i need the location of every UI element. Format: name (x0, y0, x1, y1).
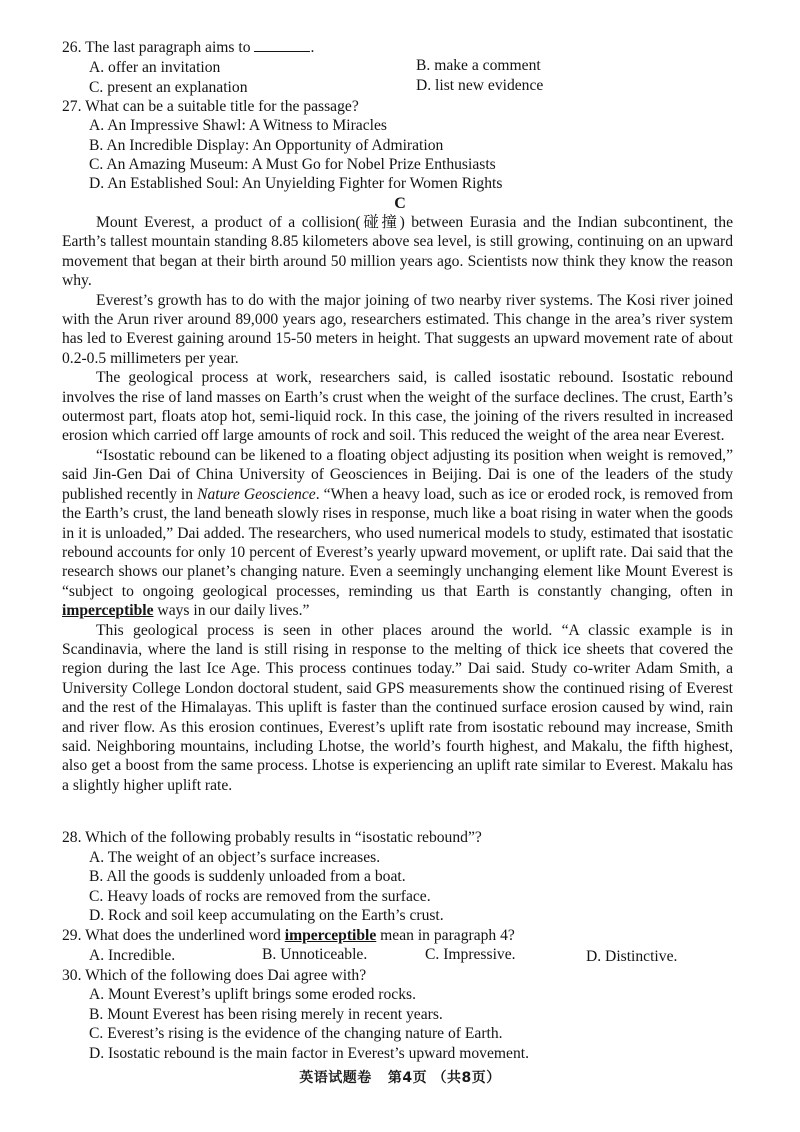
q27-option-a: A. An Impressive Shawl: A Witness to Miracles (89, 117, 387, 134)
passage-paragraph-3: The geological process at work, researchers said, is called isostatic rebound. Isostatic rebound involves the rise of land masses on Earth’s crust when the weight of the surface declines. The crust, Earth’s outermost part, floats atop hot, semi-liquid rock. In this case, the joining of the rivers resulted in increased erosion which carried off large amounts of rock and soil. This reduced the weight of the area near Everest. (62, 369, 733, 445)
q30-option-b: B. Mount Everest has been rising merely in recent years. (89, 1006, 443, 1023)
passage-paragraph-2: Everest’s growth has to do with the major joining of two nearby river systems. The Kosi river joined with the Arun river around 89,000 years ago, researchers estimated. This change in the area’s river system has led to Everest gaining around 15-50 meters in height. That suggests an upward movement rate of about 0.2-0.5 millimeters per year. (62, 291, 733, 367)
q29-option-b: B. Unnoticeable. (262, 946, 368, 963)
question-30-stem: 30. Which of the following does Dai agree with? (62, 967, 367, 984)
q29-underlined-word: imperceptible (284, 927, 377, 944)
paragraph-4-part-b: . “When a heavy load, such as ice or eroded rock, is removed from the Earth’s crust, the land beneath slowly rises in response, much like a boat rising in water when the goods in it is unloaded,” Dai added. The researchers, who used numerical models to study, estimated that isostatic rebound accounts for only 10 percent of Everest’s yearly upward movement, or uplift rate. Dai said that the research shows our planet’s changing nature. Even a seemingly unchanging element like Mount Everest is “subject to ongoing geological processes, reminding us that Earth is constantly changing, often in (62, 485, 733, 600)
question-29-stem (62, 926, 752, 945)
passage-paragraph-5: This geological process is seen in other places around the world. “A classic example is in Scandinavia, where the land is still rising in response to the melting of thick ice sheets that covered the region during the last Ice Age. This process continues today.” Dai said. Study co-writer Adam Smith, a University College London doctoral student, said GPS measurements show the continued rising of Everest and the rest of the Himalayas. This uplift is faster than the continued surface erosion caused by wind, rain and river flow. As this erosion continues, Everest’s uplift rate from isostatic rebound may increase, Smith said. Neighboring mountains, including Lhotse, the world’s fourth highest, and Makalu, the fifth highest, also get a boost from the same process. Lhotse is experiencing an uplift rate similar to Everest. Makalu has a slightly higher uplift rate. (62, 621, 733, 794)
q28-option-d: D. Rock and soil keep accumulating on the Earth’s crust. (89, 907, 444, 924)
answer-blank (254, 39, 310, 52)
q30-option-c: C. Everest’s rising is the evidence of the changing nature of Earth. (89, 1025, 503, 1042)
page-footer: 英语试题卷 第4页 （共8页） (299, 1070, 501, 1086)
section-heading: C (394, 195, 406, 212)
q27-option-b: B. An Incredible Display: An Opportunity of Admiration (89, 137, 444, 154)
passage-paragraph-4 (62, 446, 733, 621)
q26-option-c: C. present an explanation (89, 79, 248, 96)
q29-option-d: D. Distinctive. (586, 948, 678, 965)
passage-paragraph-1: Mount Everest, a product of a collision(碰撞) between Eurasia and the Indian subcontinent, the Earth’s tallest mountain standing 8.85 kilometers above sea level, is still growing, continuing on an upward movement that began at their birth around 50 million years ago. Scientists now think they know the reason why. (62, 214, 733, 290)
stem-period: . (310, 39, 315, 56)
question-27-stem: 27. What can be a suitable title for the passage? (62, 98, 359, 115)
q29-stem-start: 29. What does the underlined word (62, 927, 285, 944)
q26-option-d: D. list new evidence (416, 77, 544, 94)
q29-stem-end: mean in paragraph 4? (376, 927, 515, 944)
q30-option-a: A. Mount Everest’s uplift brings some eroded rocks. (89, 986, 416, 1003)
question-26-stem (62, 38, 752, 57)
q28-option-a: A. The weight of an object’s surface increases. (89, 849, 381, 866)
q30-option-d: D. Isostatic rebound is the main factor in Everest’s upward movement. (89, 1045, 529, 1062)
q28-option-b: B. All the goods is suddenly unloaded from a boat. (89, 868, 406, 885)
q26-option-b: B. make a comment (416, 57, 541, 74)
paragraph-4-part-a: “Isostatic rebound can be likened to a floating object adjusting its position when weight is removed,” said Jin-Gen Dai of China University of Geosciences in Beijing. Dai is one of the leaders of the study published recently in (62, 446, 733, 503)
reading-passage (62, 213, 733, 795)
q29-option-a: A. Incredible. (89, 947, 176, 964)
q26-option-a: A. offer an invitation (89, 59, 221, 76)
q27-option-d: D. An Established Soul: An Unyielding Fighter for Women Rights (89, 175, 503, 192)
question-26-text: 26. The last paragraph aims to (62, 39, 251, 56)
q28-option-c: C. Heavy loads of rocks are removed from the surface. (89, 888, 431, 905)
q29-option-c: C. Impressive. (425, 946, 516, 963)
underlined-word: imperceptible (62, 602, 154, 620)
paragraph-4-part-c: ways in our daily lives.” (153, 602, 310, 620)
journal-name: Nature Geoscience (197, 485, 316, 503)
question-28-stem: 28. Which of the following probably results in “isostatic rebound”? (62, 829, 482, 846)
q27-option-c: C. An Amazing Museum: A Must Go for Nobel Prize Enthusiasts (89, 156, 496, 173)
